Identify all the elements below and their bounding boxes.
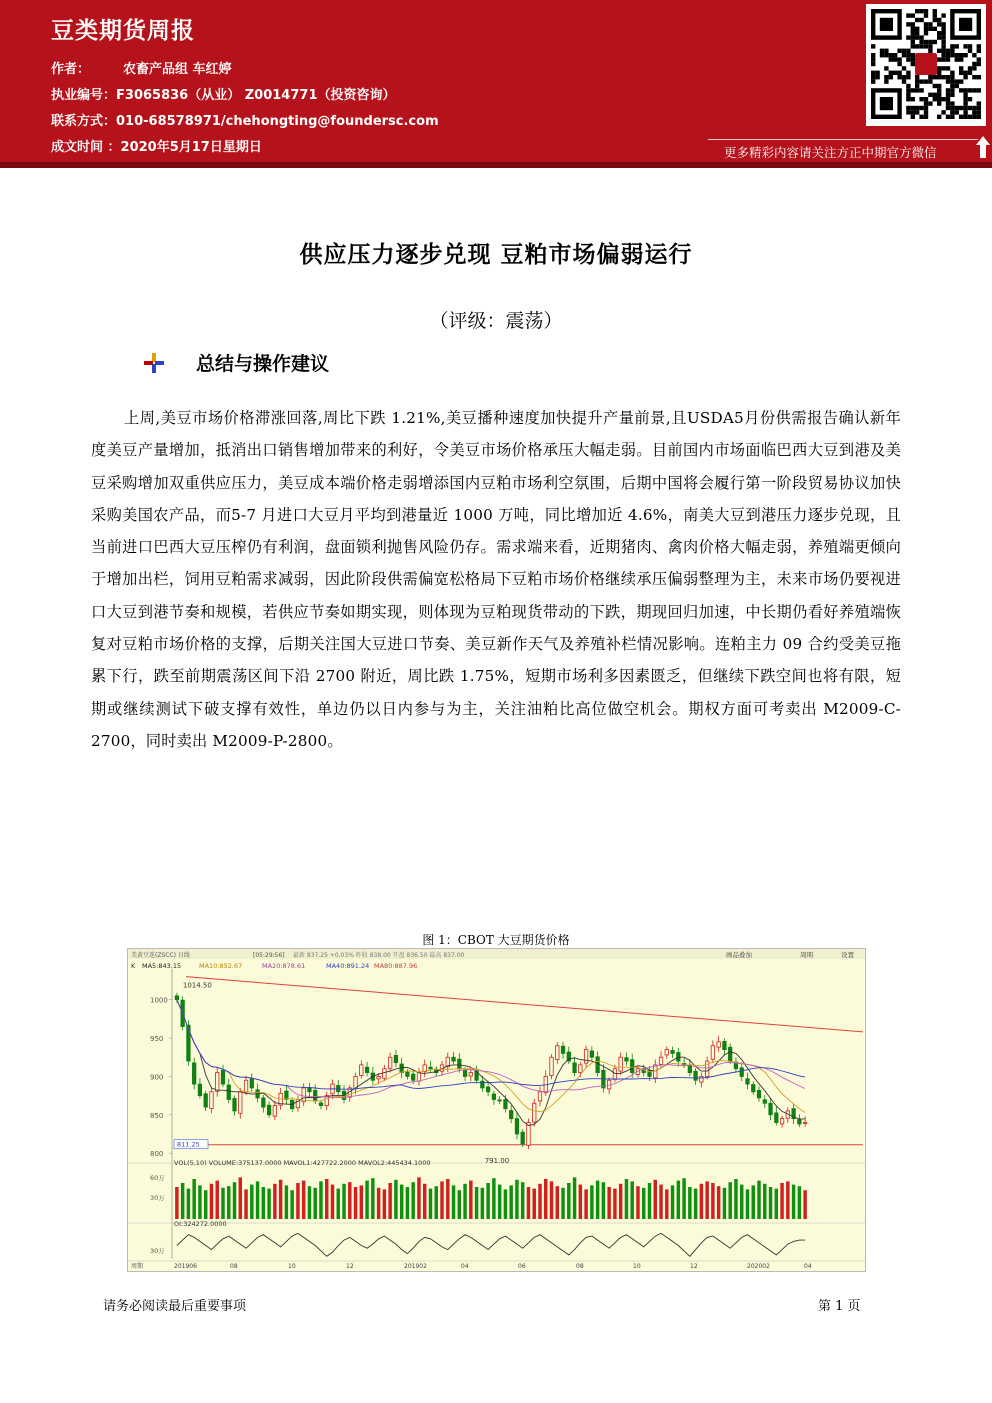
document-title: 供应压力逐步兑现 豆粕市场偏弱运行 [299,241,693,268]
ma-legend-1: MA5:843.15 [142,962,182,970]
volume-bar [659,1185,662,1219]
volume-bar [452,1185,455,1219]
volume-bar [705,1181,708,1219]
volume-bar [521,1182,524,1219]
volume-bar [429,1189,432,1219]
candle-body [210,1092,213,1109]
volume-bar [780,1183,783,1219]
price-tick-800: 800 [150,1150,164,1159]
volume-bar [198,1185,201,1219]
volume-bar [648,1183,651,1219]
x-tick-11: 202002 [747,1263,770,1270]
candle-body [596,1057,599,1073]
candle-body [227,1085,230,1099]
candle-body [584,1050,587,1064]
volume-bar [498,1185,501,1219]
qr-code-icon[interactable] [866,4,986,126]
candle-body [406,1072,409,1076]
volume-bar [227,1186,230,1219]
x-tick-1: 201906 [174,1263,197,1270]
candle-body [452,1057,455,1061]
candle-body [561,1046,564,1053]
candle-body [757,1090,760,1098]
volume-bar [290,1190,293,1219]
x-tick-12: 04 [804,1263,812,1270]
rating: （评级：震荡） [429,310,563,332]
volume-bar [688,1187,691,1219]
volume-bar [590,1185,593,1219]
volume-bar [262,1187,265,1219]
candle-body [752,1085,755,1092]
volume-bar [250,1185,253,1219]
candle-body [625,1058,628,1061]
volume-bar [181,1183,184,1219]
volume-bar [665,1189,668,1219]
volume-bar [798,1186,801,1219]
volume-bar [365,1181,368,1219]
volume-bar [440,1181,443,1219]
volume-bar [308,1186,311,1219]
candle-body [187,1025,190,1061]
candle-body [694,1071,697,1080]
candle-body [175,996,178,1000]
volume-bar [607,1187,610,1219]
candle-body [556,1046,559,1060]
volume-bar [746,1189,749,1219]
candle-body [630,1060,633,1073]
candle-body [250,1079,253,1088]
report-title: 豆类期货周报 [51,18,195,44]
candle-body [504,1100,507,1109]
volume-bar [544,1179,547,1219]
volume-bar [728,1182,731,1219]
arrow-up-icon [975,135,991,163]
candle-body [239,1092,242,1113]
candle-body [728,1047,731,1061]
x-tick-2: 08 [230,1263,238,1270]
price-tick-950: 950 [150,1035,164,1044]
volume-bar [285,1185,288,1219]
volume-bar [233,1182,236,1219]
candle-body [619,1057,622,1071]
oi-legend: OI:324272.0000 [174,1220,227,1228]
candle-body [659,1057,662,1064]
volume-bar [267,1189,270,1219]
x-tick-10: 12 [690,1263,698,1270]
volume-bar [579,1185,582,1219]
candle-body [285,1091,288,1099]
x-tick-4: 12 [346,1263,354,1270]
volume-bar [296,1183,299,1219]
chart-time: [05:29:56] [253,952,285,959]
x-tick-0: 周期 [131,1263,144,1270]
volume-bar [752,1185,755,1219]
candle-body [262,1098,265,1107]
volume-bar [550,1181,553,1219]
candle-body [377,1076,380,1078]
candle-body [590,1051,593,1057]
volume-bar [556,1186,559,1219]
qr-logo [915,53,937,75]
cbot-soybean-chart [127,948,866,1272]
volume-bar [567,1183,570,1219]
candle-body [515,1119,518,1134]
volume-tick-1: 30万 [150,1194,165,1202]
volume-bar [215,1181,218,1219]
x-tick-5: 201902 [404,1263,427,1270]
x-tick-3: 10 [288,1263,296,1270]
figure-caption: 图 1：CBOT 大豆期货价格 [422,933,570,947]
volume-bar [677,1181,680,1219]
candle-body [244,1080,247,1092]
candle-body [579,1065,582,1073]
candle-body [492,1094,495,1099]
bullet-cross-icon [144,353,164,373]
volume-bar [625,1179,628,1219]
license-line [51,84,395,103]
x-tick-9: 10 [633,1263,641,1270]
footer-notice: 请务必阅读最后重要事项 [103,1299,247,1314]
volume-bar [475,1187,478,1219]
volume-tick-0: 60万 [150,1174,165,1182]
oi-line [177,1233,805,1256]
oi-tick-0: 30万 [150,1247,165,1255]
ma-legend-0: K [131,962,136,970]
volume-bar [642,1188,645,1219]
volume-bar [786,1181,789,1219]
volume-bar [775,1189,778,1219]
volume-bar [769,1187,772,1219]
volume-bar [694,1189,697,1219]
volume-bar [515,1180,518,1219]
x-tick-8: 08 [576,1263,584,1270]
candle-body [463,1070,466,1076]
candle-body [671,1050,674,1053]
chart-top-bar [128,949,865,959]
candle-body [746,1079,749,1084]
candle-body [394,1055,397,1062]
volume-bar [256,1181,259,1219]
volume-bar [717,1186,720,1219]
candle-body [775,1113,778,1123]
volume-bar [792,1185,795,1219]
candle-body [267,1105,270,1115]
volume-bar [458,1190,461,1219]
contact-label: 联系方式： [51,114,117,129]
author-line [51,58,232,77]
volume-bar [538,1184,541,1219]
volume-bar [527,1187,530,1219]
follow-divider [708,139,978,140]
ma-legend-3: MA20:878.61 [262,962,306,970]
candle-body [700,1076,703,1082]
date-value: 2020年5月17日星期日 [120,140,262,155]
volume-bar [319,1181,322,1219]
volume-bar [682,1178,685,1219]
volume-bar [734,1179,737,1219]
volume-bar [630,1181,633,1219]
candle-body [204,1094,207,1107]
ma-legend-2: MA10:852.67 [199,962,243,970]
candle-body [550,1057,553,1075]
volume-bar [504,1189,507,1219]
license-label: 执业编号： [51,88,117,103]
volume-bar [377,1188,380,1219]
candle-body [411,1074,414,1080]
volume-bar [636,1186,639,1219]
candle-body [429,1067,432,1069]
candle-body [273,1106,276,1117]
page-number: 第 1 页 [818,1299,861,1314]
volume-bar [192,1179,195,1219]
price-tick-1000: 1000 [150,996,168,1005]
volume-bar [619,1184,622,1219]
candle-body [763,1100,766,1104]
candle-body [613,1069,616,1080]
candle-body [665,1050,668,1055]
resistance-trendline [186,977,863,1032]
volume-bar [509,1185,512,1219]
volume-bar [417,1177,420,1219]
volume-bar [244,1189,247,1219]
high-annotation: 1014.50 [182,981,212,990]
candle-body [498,1100,501,1101]
report-header [0,0,992,162]
candle-body [803,1122,806,1123]
volume-bar [348,1182,351,1219]
volume-bar [671,1185,674,1219]
volume-bar [221,1188,224,1219]
candle-body [417,1073,420,1082]
volume-bar [342,1184,345,1219]
volume-bar [435,1186,438,1219]
support-tag: 811.25 [177,1140,200,1149]
volume-bar [371,1178,374,1219]
candle-body [458,1059,461,1069]
candle-body [192,1063,195,1084]
license-value: F3065836（从业） Z0014771（投资咨询） [116,88,396,103]
author-label: 作者： [51,62,91,77]
volume-bar [360,1185,363,1219]
chart-button-2: 设置 [841,951,854,959]
candle-body [711,1046,714,1060]
candle-body [215,1073,218,1092]
x-tick-6: 04 [461,1263,469,1270]
volume-bar [723,1188,726,1219]
section-heading-text: 总结与操作建议 [196,353,330,375]
volume-bar [446,1179,449,1219]
low-annotation: 791.00 [484,1156,510,1165]
volume-bar [279,1180,282,1219]
candle-body [221,1070,224,1084]
chart-quote-fields: 最新 837.25 +0.03% 昨收 838.00 开盘 836.50 最高 837.00 [293,952,465,959]
volume-bar [740,1185,743,1219]
candle-body [469,1073,472,1076]
chart-button-0: 画品叠加 [726,951,752,959]
header-stripe [0,162,992,168]
candle-body [538,1092,541,1101]
volume-bar [654,1180,657,1219]
volume-bar [400,1185,403,1219]
volume-bar [383,1189,386,1219]
volume-bar [210,1184,213,1219]
volume-bar [596,1181,599,1219]
candle-body [383,1069,386,1079]
volume-bar [463,1184,466,1219]
volume-bar [532,1189,535,1219]
volume-bar [337,1189,340,1219]
volume-bar [331,1185,334,1219]
volume-bar [302,1181,305,1219]
ma-line-MA40 [177,1000,805,1089]
author-value: 农畜产品组 车红婷 [123,62,232,77]
date-line [51,136,262,155]
volume-bar [613,1189,616,1219]
volume-bar [354,1187,357,1219]
chart-symbol-name: 美黄豆连(ZSCC) 日线 [131,952,190,959]
volume-bar [239,1177,242,1219]
volume-bar [700,1184,703,1219]
candle-body [388,1057,391,1069]
candle-body [532,1103,535,1122]
candle-body [769,1103,772,1115]
price-tick-900: 900 [150,1073,164,1082]
volume-bar [388,1183,391,1219]
volume-bar [325,1179,328,1219]
candle-body [365,1067,368,1072]
volume-bar [411,1182,414,1219]
volume-bar [204,1190,207,1219]
candle-body [780,1119,783,1124]
volume-bar [763,1184,766,1219]
candle-body [319,1103,322,1106]
ma-legend-4: MA40:891.24 [326,962,370,970]
volume-bar [492,1178,495,1219]
contact-line [51,110,439,129]
volume-bar [481,1188,484,1219]
volume-bar [711,1183,714,1219]
volume-bar [561,1188,564,1219]
volume-bar [406,1187,409,1219]
candle-body [486,1087,489,1092]
candle-body [360,1065,363,1076]
chart-canvas [128,949,865,1271]
candle-body [740,1068,743,1077]
volume-bar [394,1180,397,1219]
volume-bar [573,1177,576,1219]
volume-bar [803,1190,806,1219]
candle-body [798,1120,801,1124]
section-heading [144,349,329,376]
contact-value[interactable]: 010-68578971/chehongting@foundersc.com [116,114,439,129]
volume-bar [757,1181,760,1219]
volume-bar [313,1188,316,1219]
candle-body [521,1132,524,1144]
candle-body [573,1063,576,1073]
follow-wechat-text: 更多精彩内容请关注方正中期官方微信 [724,145,937,160]
candle-body [198,1084,201,1096]
date-label: 成文时间 ： [51,140,121,155]
volume-bar [584,1189,587,1219]
candle-body [509,1110,512,1118]
volume-bar [602,1182,605,1219]
candle-body [481,1081,484,1088]
x-tick-7: 06 [518,1263,526,1270]
volume-bar [175,1187,178,1219]
summary-paragraph: 上周,美豆市场价格滞涨回落,周比下跌 1.21%,美豆播种速度加快提升产量前景,且USDA5月份供需报告确认新年度美豆产量增加，抵消出口销售增加带来的利好，令美豆市场价格承压大幅走弱。目前国内市场面临巴西大豆到港及美豆采购增加双重供应压力，美豆成本端价格走弱增添国内豆粕市场利空氛围，后期中国将会履行第一阶段贸易协议加快采购美国农产品，而5-7 月进口大豆月平均到港量近 1000 万吨，同比增加近 4.6%，南美大豆到港压力逐步兑现，且当前进口巴西大豆压榨仍有利润，盘面锁利抛售风险仍存。需求端来看，近期猪肉、禽肉价格大幅走弱，养殖端更倾向于增加出栏，饲用豆粕需求减弱，因此阶段供需偏宽松格局下豆粕市场价格继续承压偏弱整理为主，未来市场仍要视进口大豆到港节奏和规模，若供应节奏如期实现，则体现为豆粕现货带动的下跌，期现回归加速，中长期仍看好养殖端恢复对豆粕市场价格的支撑，后期关注国大豆进口节奏、美豆新作天气及养殖补栏情况影响。连粕主力 09 合约受美豆拖累下行，跌至前期震荡区间下沿 2700 附近，周比跌 1.75%，短期市场利多因素匮乏，但继续下跌空间也将有限，短期或继续测试下破支撑有效性，单边仍以日内参与为主，关注油粕比高位做空机会。期权方面可考卖出 M2009-C-2700，同时卖出 M2009-P-2800。 [91,409,901,750]
volume-bar [273,1184,276,1219]
volume-bar [423,1184,426,1219]
candle-body [723,1041,726,1049]
candle-body [313,1090,316,1101]
candle-body [308,1088,311,1091]
volume-bar [187,1189,190,1219]
chart-button-1: 周期 [800,951,813,959]
volume-legend: VOL(5,10) VOLUME:375137.0000 MAVOL1:427722.2000 MAVOL2:445434.1000 [174,1159,431,1167]
volume-bar [486,1183,489,1219]
ma-legend-5: MA80:887.96 [374,962,418,970]
candle-body [717,1042,720,1047]
candle-body [688,1065,691,1072]
candle-body [233,1099,236,1111]
price-tick-850: 850 [150,1111,164,1120]
volume-bar [469,1181,472,1219]
